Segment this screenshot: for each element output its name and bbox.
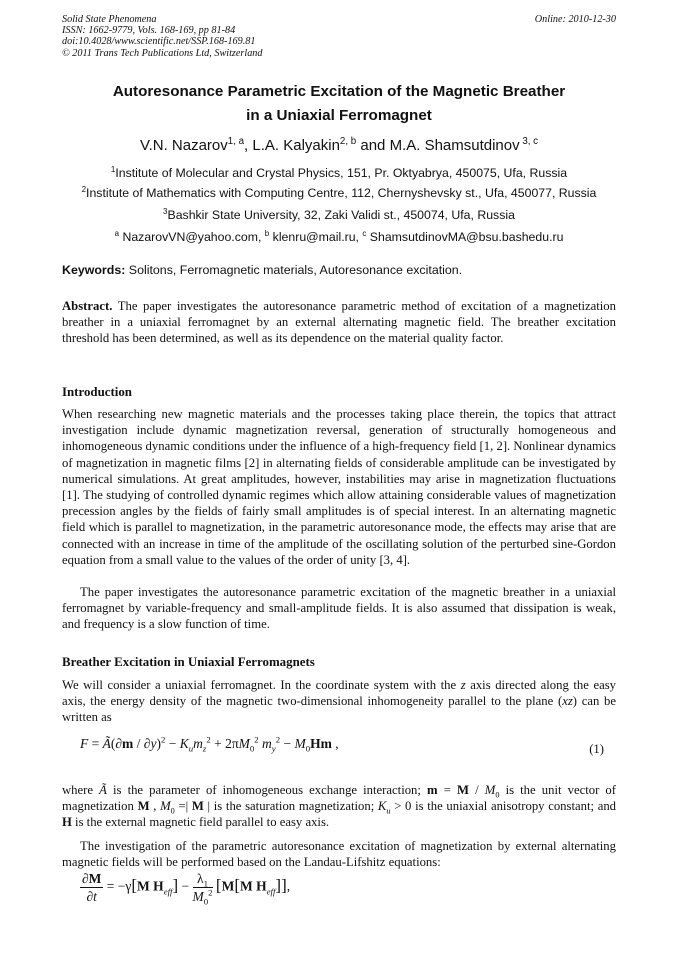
p1-z: z: [460, 678, 466, 692]
introduction-paragraph-1: When researching new magnetic materials and the processes taking place therein, the topics that attract investigation include dynamic magnetization reversal, generation of structurally homogeneous and inhomogeneous dynamic conditions under the influence of a high-frequency field [1, 2]. Nonlinear dynamics of magnetization in magnetic films [2] in alternating fields of considerable amplitude can be investigated by numerical simulations. At great amplitudes, however, instabilities may arise in magnetization fluctuations [1]. The studying of controlled dynamic regimes which allow attaining considerable values of magnetization precession angles by the fields of fairly small amplitudes is of special interest. In an alternating magnetic field which is parallel to magnetization, in the parametric autoresonance mode, the effects may arise that are connected with an increase in time of the amplitude of the oscillating solution of the perturbed sine-Gordon equation from a small value to the values of the order of unity [3, 4].: [62, 407, 616, 567]
email-a-sup: a: [114, 228, 120, 238]
where-text-5: is the uniaxial anisotropy constant; and: [411, 799, 617, 814]
keywords: [62, 263, 462, 277]
eq2-coefficient-fraction: $\frac{\lambda_1}{M_0^2}$: [192, 871, 213, 907]
paper-title: [0, 80, 678, 128]
section2-paragraph-3: The investigation of the parametric autoresonance excitation of magnetization by external alternating magnetic fields will be performed based on the Landau-Lifshitz equations:: [62, 839, 616, 870]
p1-text-b: axis directed along the easy axis, the energy density of the magnetic two-dimensional inhomogeneity parallel to the plane (: [62, 678, 617, 709]
affiliation-1: [0, 162, 678, 184]
email-b[interactable]: klenru@mail.ru,: [269, 230, 363, 244]
author-1-sup: 1, a: [227, 136, 245, 147]
equation-1: [80, 734, 604, 764]
section2-paragraph-1: [62, 677, 616, 726]
keywords-text: Solitons, Ferromagnetic materials, Autoresonance excitation.: [125, 263, 463, 277]
author-2-sup: 2, b: [339, 136, 357, 147]
email-b-sup: b: [264, 228, 270, 238]
author-list: V.N. Nazarov$^{1, a}$, L.A. Kalyakin$^{2, b}$ and M.A. Shamsutdinov $^{3, c}$: [139, 136, 539, 154]
where-text-4: is the saturation magnetization;: [210, 799, 378, 814]
landau-lifshitz-equation: $\frac{\partial M}{\partial t}$ = −γ[M $H_{eff}$] − $\frac{\lambda_1}{M_0^2}$ [M[M $H_{eff}$]],: [82, 871, 291, 907]
where-text-2: is the parameter of inhomogeneous exchange interaction;: [106, 783, 428, 797]
where-paragraph: where Ã is the parameter of inhomogeneous exchange interaction; $m = M / M_0$ is the unit vector of magnetization M , $M_0$ =| M | is the saturation magnetization; $K_u > 0$ is the uniaxial anisotropy constant; and H is the external magnetic field parallel to easy axis.: [62, 783, 617, 830]
eq2-lhs-fraction: $\frac{\partial M}{\partial t}$: [82, 871, 102, 904]
abstract-label: Abstract.: [62, 299, 113, 313]
where-text-1: where: [62, 783, 100, 797]
affiliation-2-text: Institute of Mathematics with Computing Centre, 112, Chernyshevsky st., Ufa, 450077, Russia: [86, 186, 597, 200]
copyright-line: © 2011 Trans Tech Publications Ltd, Switzerland: [62, 47, 263, 59]
where-text-3: is the unit vector of magnetization: [62, 783, 617, 814]
doi-line: doi:10.4028/www.scientific.net/SSP.168-169.81: [62, 36, 256, 48]
author-emails: [0, 226, 678, 248]
title-line-2: in a Uniaxial Ferromagnet: [246, 107, 432, 124]
affiliation-1-text: Institute of Molecular and Crystal Physics, 151, Pr. Oktyabrya, 450075, Ufa, Russia: [115, 166, 568, 180]
p1-text-c: ) can be written as: [62, 694, 616, 725]
email-c[interactable]: ShamsutdinovMA@bsu.bashedu.ru: [366, 230, 564, 244]
affiliation-3-sup: 3: [163, 206, 168, 216]
journal-name: Solid State Phenomena: [62, 14, 157, 25]
affiliation-2-sup: 2: [81, 184, 87, 194]
abstract: [62, 298, 616, 347]
author-joiner: and: [356, 137, 390, 154]
author-1: V.N. Nazarov: [139, 137, 228, 154]
section-heading-breather: Breather Excitation in Uniaxial Ferromagnets: [62, 655, 315, 669]
affiliation-3-text: Bashkir State University, 32, Zaki Validi st., 450074, Ufa, Russia: [167, 208, 515, 222]
issn-line: ISSN: 1662-9779, Vols. 168-169, pp 81-84: [62, 25, 236, 37]
email-a[interactable]: NazarovVN@yahoo.com,: [119, 230, 265, 244]
introduction-heading: Introduction: [62, 385, 132, 399]
author-2: L.A. Kalyakin: [252, 137, 340, 154]
keywords-label: Keywords:: [62, 263, 126, 277]
email-c-sup: c: [362, 228, 367, 238]
title-line-1: Autoresonance Parametric Excitation of the Magnetic Breather: [112, 83, 566, 100]
journal-header: [62, 14, 262, 59]
author-3: M.A. Shamsutdinov: [389, 137, 520, 154]
author-3-sup: 3, c: [519, 136, 539, 147]
affiliation-3: [0, 204, 678, 226]
p1-text-a: We will consider a uniaxial ferromagnet. In the coordinate system with the: [62, 678, 461, 692]
equation-1-body: F = Ã(∂m / $\partial y)^2 - K_um_z^2 + 2\pi M_0^2$ $m_y^2 - M_0Hm$ ,: [80, 734, 339, 754]
online-date: Online: 2010-12-30: [534, 14, 616, 25]
p1-xz: xz: [562, 694, 573, 709]
introduction-paragraph-2: The paper investigates the autoresonance parametric excitation of the magnetic breather in a uniaxial ferromagnet by variable-frequency and small-amplitude fields. It is also assumed that dissipation is weak, and frequency is a slow function of time.: [62, 585, 616, 632]
where-text-6: is the external magnetic field parallel to easy axis.: [71, 815, 330, 830]
affiliation-2: [0, 182, 678, 204]
abstract-text: The paper investigates the autoresonance parametric method of excitation of a magnetization breather in a uniaxial ferromagnet by an external alternating magnetic field. The breather excitation threshold has been determined, as well as its dependence on the material quality factor.: [62, 299, 616, 346]
equation-1-number: (1): [589, 742, 604, 756]
affiliation-1-sup: 1: [110, 164, 116, 174]
